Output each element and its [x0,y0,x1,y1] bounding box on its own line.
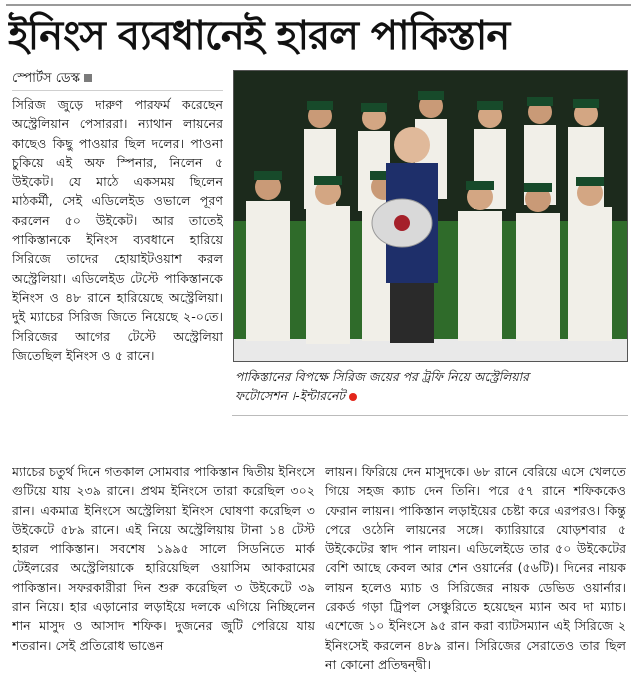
article-body-right: লায়ন। ফিরিয়ে দেন মাসুদকে। ৬৮ রানে বেরিয়ে এসে খেলতে গিয়ে সহজ ক্যাচ দেন তিনি। পরে ৫৭ রানে শফিককেও ফেরান লায়ন। পাকিস্তান লড়াইয়ের চেষ্টা করে এরপরও। কিন্তু পেরে ওঠেনি লায়নের সঙ্গে। ক্যারিয়ারে যোড়শবার ৫ উইকেটের স্বাদ পান লায়ন। এডিলেইডে তার ৫০ উইকেটের বেশি আছে কেবল আর শেন ওয়ার্নের (৫৬টি)। দিনের নায়ক লায়ন হলেও ম্যাচ ও সিরিজের নায়ক ডেভিড ওয়ার্নার। রেকর্ড গড়া ট্রিপল সেঞ্চুরিতে হয়েছেন ম্যান অব দা ম্যাচ। এশেজে ১০ ইনিংসে ৯৫ রান করা ব্যাটসম্যান এই সিরিজে ২ ইনিংসেই করলেন ৪৮৯ রান। সিরিজের সেরাতেও তার ছিল না কোনো প্রতিদ্বন্দ্বী। [325,464,626,672]
photo-caption [235,368,628,412]
caption-line-2: ফটোসেশন ।-ইন্টারনেট [235,389,345,403]
team-photo-icon [234,71,628,362]
caption-divider [232,415,628,416]
caption-line-1: পাকিস্তানের বিপক্ষে সিরিজ জয়ের পর ট্রফি নিয়ে অস্ট্রেলিয়ার [235,370,529,384]
caption-red-dot-icon [349,393,357,401]
article-intro: সিরিজ জুড়ে দারুণ পারফর্ম করেছেন অস্ট্রেলিয়ান পেসাররা। ন্যাথান লায়নের কাছেও কিছু পাওয়ার ছিল দলের। পাওনা চুকিয়ে এই অফ স্পিনার, নিলেন ৫ উইকেট। যে মাঠে একসময় ছিলেন মাঠকর্মী, সেই এডিলেইড ওভালে পূরণ করলেন ৫০ উইকেট। আর তাতেই পাকিস্তানকে ইনিংস ব্যবধানে হারিয়ে সিরিজে তাদের হোয়াইটওয়াশ করল অস্ট্রেলিয়া। এডিলেইড টেস্টে পাকিস্তানকে ইনিংস ও ৪৮ রানে হারিয়েছে অস্ট্রেলিয়া। দুই ম্যাচের সিরিজ জিতে নিয়েছে ২-০তে। সিরিজের আগের টেস্টে অস্ট্রেলিয়া জিতেছিল ইনিংস ও ৫ রানে। [12,90,223,457]
headline: ইনিংস ব্যবধানেই হারল পাকিস্তান [8,13,510,59]
team-photo [233,70,628,362]
article-body-left: ম্যাচের চতুর্থ দিনে গতকাল সোমবার পাকিস্তান দ্বিতীয় ইনিংসে গুটিয়ে যায় ২৩৯ রানে। প্রথম ইনিংসে তারা করেছিল ৩০২ রান। একমাত্র ইনিংসে অস্ট্রেলিয়া ইনিংস ঘোষণা করেছিল ৩ উইকেটে ৫৮৯ রানে। এই নিয়ে অস্ট্রেলিয়ায় টানা ১৪ টেস্ট হারল পাকিস্তান। সবশেষ ১৯৯৫ সালে সিডনিতে মার্ক টেইলরের অস্ট্রেলিয়াকে হারিয়েছিল ওয়াসিম আকরামের পাকিস্তান। সফরকারীরা দিন শুরু করেছিল ৩ উইকেটে ৩৯ রান নিয়ে। হার এড়ানোর লড়াইয়ে দলকে এগিয়ে নিচ্ছিলেন শান মাসুদ ও আসাদ শফিক। দুজনের জুটি পেরিয়ে যায় শতরান। সেই প্রতিরোধ ভাঙেন [12,464,315,653]
byline [12,70,92,88]
top-rule [6,4,631,6]
byline-square-icon [84,74,92,82]
byline-text: স্পোর্টস ডেস্ক [12,71,80,86]
